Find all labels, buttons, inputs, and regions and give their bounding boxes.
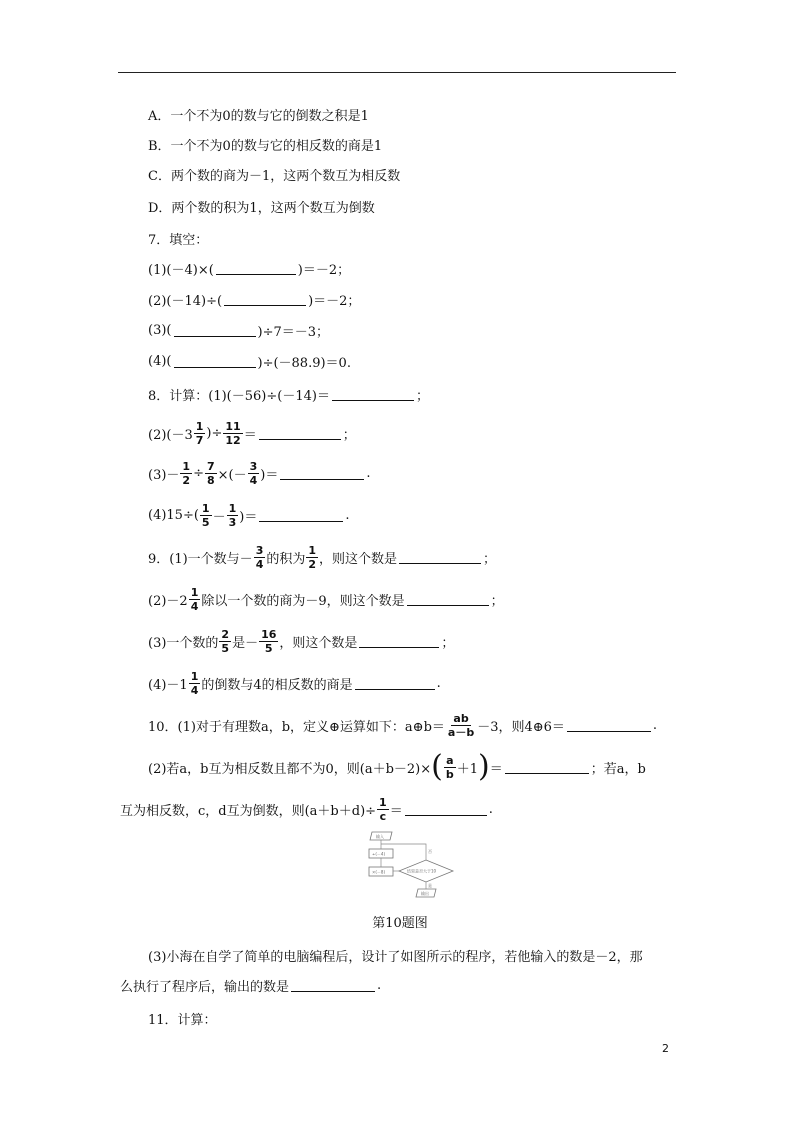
q8-part4: (4)15÷( $\frac{1}{5}$ － $\frac{1}{3}$ )＝ . [148, 501, 350, 529]
q6-option-b: B．一个不为0的数与它的相反数的商是1 [148, 138, 383, 154]
flow-no-label: 否 [428, 849, 432, 854]
flowchart-diagram [366, 830, 458, 902]
page-number: 2 [662, 1042, 669, 1055]
q7-part4: (4)( )÷(－88.9)＝0. [148, 353, 351, 371]
answer-blank[interactable] [399, 551, 481, 564]
fraction: $\frac{1}{7}$ [195, 419, 204, 447]
q8-part3: (3)－ $\frac{1}{2}$ ÷ $\frac{7}{8}$ ×(－ $\frac{3}{4}$ )＝ . [148, 459, 371, 487]
flow-input-label: 输入 [376, 834, 384, 839]
answer-blank[interactable] [355, 677, 435, 690]
q9-part3: (3)一个数的 $\frac{2}{5}$ 是－ $\frac{16}{5}$ ，则这个数是 ； [148, 627, 455, 655]
q7-part3: (3)( )÷7＝－3； [148, 322, 330, 340]
fraction: $\frac{ab}{a-b}$ [447, 711, 475, 739]
fraction: $\frac{1}{5}$ [201, 501, 210, 529]
q7-title: 7．填空： [148, 232, 209, 248]
figure-caption: 第10题图 [372, 916, 428, 931]
answer-blank[interactable] [505, 761, 589, 774]
flow-output-label: 输出 [421, 891, 429, 896]
q6-option-d: D．两个数的积为1，这两个数互为倒数 [148, 200, 375, 216]
q8-part1: 8．计算：(1)(－56)÷(－14)＝ ； [148, 388, 429, 404]
q9-part1: 9．(1)一个数与－ $\frac{3}{4}$ 的积为 $\frac{1}{2}$ ，则这个数是 ； [148, 543, 497, 571]
answer-blank[interactable] [567, 719, 651, 732]
answer-blank[interactable] [224, 293, 306, 306]
q10-part2-line2: 互为相反数，c，d互为倒数，则(a＋b＋d)÷ $\frac{1}{c}$ ＝ . [120, 795, 493, 823]
q11-title: 11．计算： [148, 1012, 217, 1028]
q10-part3-line1: (3)小海在自学了简单的电脑编程后，设计了如图所示的程序，若他输入的数是－2，那 [148, 949, 643, 965]
q6-option-c: C．两个数的商为－1，这两个数互为相反数 [148, 168, 401, 184]
flow-yes-label: 是 [428, 883, 432, 888]
fraction: $\frac{a}{b}$ [445, 753, 454, 781]
header-rule [118, 72, 676, 73]
q9-part4: (4)－1 $\frac{1}{4}$ 的倒数与4的相反数的商是 . [148, 669, 441, 697]
answer-blank[interactable] [280, 467, 364, 480]
answer-blank[interactable] [405, 803, 487, 816]
flow-condition-label: 结果是否大于10 [407, 868, 437, 874]
answer-blank[interactable] [259, 427, 341, 440]
fraction: $\frac{1}{2}$ [182, 459, 191, 487]
flow-step2-label: ×(－8) [372, 869, 386, 875]
q10-part2-line1: (2)若a，b互为相反数且都不为0，则(a＋b－2)× ( $\frac{a}{b}$ ＋1 ) ＝ ；若a，b [148, 749, 646, 784]
fraction: $\frac{1}{c}$ [379, 795, 387, 823]
q10-part1: 10．(1)对于有理数a，b，定义⊕运算如下：a⊕b＝ $\frac{ab}{a-b}$ －3，则4⊕6＝ . [148, 711, 658, 739]
answer-blank[interactable] [332, 388, 414, 401]
fraction: $\frac{3}{4}$ [249, 459, 258, 487]
fraction: $\frac{1}{3}$ [228, 501, 237, 529]
flow-step1-label: ÷(－4) [372, 851, 386, 857]
fraction: $\frac{11}{12}$ [225, 419, 241, 447]
q10-part3-line2: 么执行了程序后，输出的数是 . [120, 977, 382, 995]
q7-part1: (1)(－4)×( )＝－2； [148, 262, 351, 278]
left-paren: ( [431, 749, 443, 784]
answer-blank[interactable] [407, 593, 489, 606]
fraction: $\frac{16}{5}$ [261, 627, 277, 655]
answer-blank[interactable] [291, 979, 375, 992]
answer-blank[interactable] [174, 324, 256, 337]
fraction: $\frac{2}{5}$ [221, 627, 230, 655]
q8-part2: (2)(－3 $\frac{1}{7}$ )÷ $\frac{11}{12}$ ＝ ； [148, 419, 356, 447]
q6-option-a: A．一个不为0的数与它的倒数之积是1 [148, 108, 369, 124]
right-paren: ) [478, 749, 490, 784]
q7-part2: (2)(－14)÷( )＝－2； [148, 293, 361, 309]
answer-blank[interactable] [216, 262, 296, 275]
fraction: $\frac{3}{4}$ [255, 543, 264, 571]
fraction: $\frac{1}{4}$ [190, 669, 199, 697]
fraction: $\frac{7}{8}$ [206, 459, 215, 487]
fraction: $\frac{1}{4}$ [190, 585, 199, 613]
q9-part2: (2)－2 $\frac{1}{4}$ 除以一个数的商为－9，则这个数是 ； [148, 585, 504, 613]
answer-blank[interactable] [259, 509, 343, 522]
fraction: $\frac{1}{2}$ [308, 543, 317, 571]
answer-blank[interactable] [174, 355, 256, 368]
answer-blank[interactable] [359, 635, 439, 648]
